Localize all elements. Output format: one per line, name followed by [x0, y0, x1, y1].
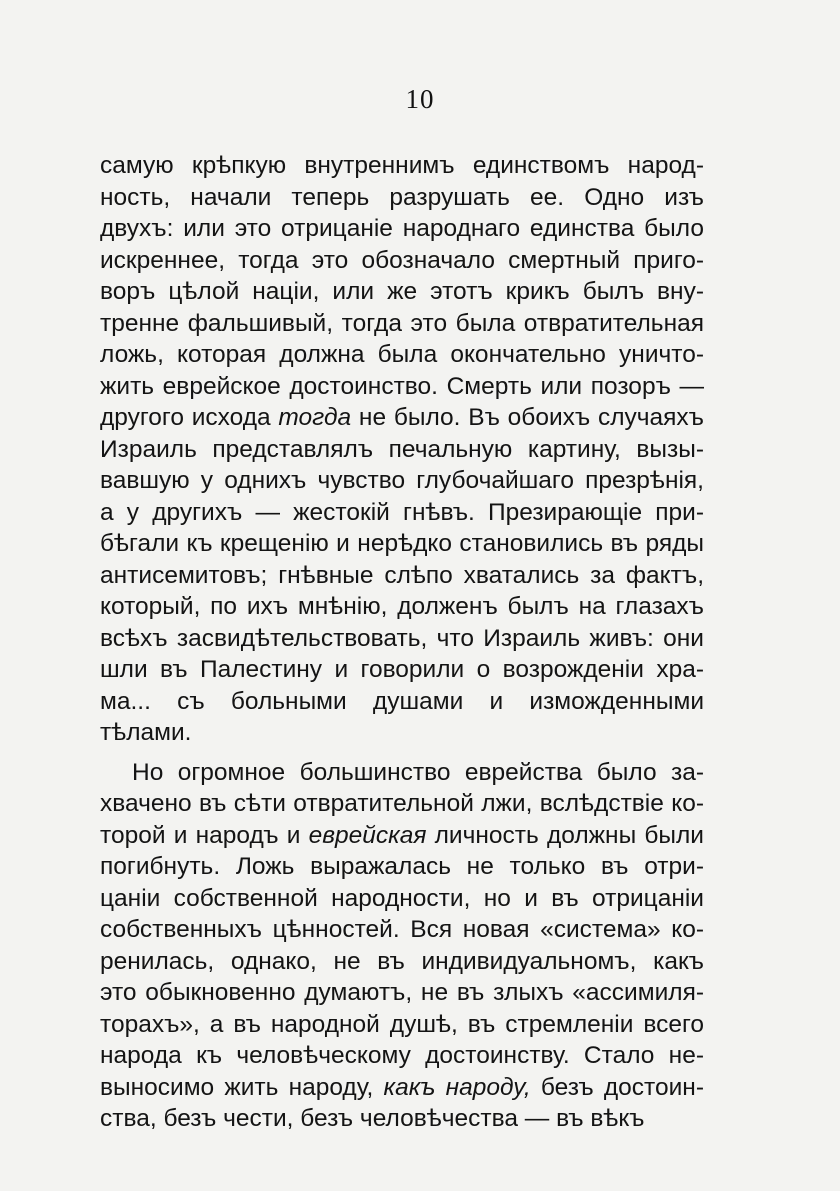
- text-run: вавшую у однихъ чувство глубочайшаго презрѣнія,: [100, 467, 704, 494]
- text-run: искреннее, тогда это обозначало смертный приго-: [100, 246, 704, 274]
- text-line: [100, 977, 704, 1009]
- text-run: а у другихъ — жестокій гнѣвъ. Презирающіе при-: [100, 498, 704, 526]
- text-line: [100, 182, 704, 214]
- paragraph-gap: [100, 749, 704, 757]
- text-run: торахъ», а въ народной душѣ, въ стремленіи всего: [100, 1010, 704, 1038]
- text-run: антисемитовъ; гнѣвные слѣпо хватались за фактъ,: [100, 561, 704, 589]
- text-line: [100, 213, 704, 245]
- text-line: [100, 946, 704, 978]
- text-run: жить еврейское достоинство. Смерть или позоръ —: [100, 372, 704, 400]
- text-line: [100, 1103, 704, 1135]
- text-line: [100, 591, 704, 623]
- text-line: [100, 717, 704, 749]
- text-line: [100, 276, 704, 308]
- text-line: [100, 757, 704, 789]
- text-line: [100, 339, 704, 371]
- text-line: [100, 402, 704, 434]
- text-run: двухъ: или это отрицаніе народнаго единства было: [100, 215, 704, 242]
- text-run: ства, безъ чести, безъ человѣчества — въ вѣкъ: [100, 1105, 645, 1132]
- text-line: [100, 371, 704, 403]
- text-line: [100, 1009, 704, 1041]
- text-line: [100, 560, 704, 592]
- text-run: Но огромное большинство еврейства было за-: [132, 758, 704, 786]
- body-text: [100, 150, 704, 1135]
- italic-text-run: тогда: [278, 404, 352, 431]
- text-run: другого исхода: [100, 404, 279, 431]
- text-run: собственныхъ цѣнностей. Вся новая «система» ко-: [100, 916, 704, 943]
- text-line: [100, 245, 704, 277]
- text-line: [100, 528, 704, 560]
- text-run: хвачено въ сѣти отвратительной лжи, вслѣдствіе ко-: [100, 790, 704, 817]
- text-line: [100, 820, 704, 852]
- text-run: всѣхъ засвидѣтельствовать, что Израиль живъ: они: [100, 624, 704, 652]
- text-run: шли въ Палестину и говорили о возрожденіи хра-: [100, 656, 704, 683]
- text-run: цаніи собственной народности, но и въ отрицаніи: [100, 884, 704, 912]
- page-number: 10: [405, 84, 435, 114]
- text-line: [100, 883, 704, 915]
- text-line: [100, 914, 704, 946]
- text-run: торой и народъ и: [100, 821, 309, 849]
- text-run: воръ цѣлой націи, или же этотъ крикъ былъ вну-: [100, 278, 704, 305]
- text-line: [100, 623, 704, 655]
- text-run: ренилась, однако, не въ индивидуальномъ, какъ: [100, 947, 704, 975]
- text-run: тренне фальшивый, тогда это была отвратительная: [100, 309, 704, 337]
- text-line: [100, 1040, 704, 1072]
- text-run: погибнуть. Ложь выражалась не только въ отри-: [100, 853, 704, 880]
- text-run: народа къ человѣческому достоинству. Стало не-: [100, 1042, 704, 1069]
- text-line: [100, 654, 704, 686]
- text-run: ность, начали теперь разрушать ее. Одно изъ: [100, 183, 704, 211]
- text-run: который, по ихъ мнѣнію, долженъ былъ на глазахъ: [100, 593, 704, 620]
- text-line: [100, 150, 704, 182]
- text-run: это обыкновенно думаютъ, не въ злыхъ «ассимиля-: [100, 979, 704, 1006]
- italic-text-run: еврейская: [308, 821, 427, 849]
- text-run: личность должны были: [426, 821, 704, 849]
- text-line: [100, 686, 704, 718]
- text-line: [100, 788, 704, 820]
- text-run: ложь, которая должна была окончательно уничто-: [100, 341, 704, 368]
- text-run: тѣлами.: [100, 719, 192, 746]
- text-run: не было. Въ обоихъ случаяхъ: [351, 404, 704, 431]
- text-line: [100, 465, 704, 497]
- text-line: [100, 851, 704, 883]
- text-run: выносимо жить народу,: [100, 1073, 384, 1101]
- text-line: [100, 497, 704, 529]
- text-run: ма... съ больными душами и изможденными: [100, 687, 704, 715]
- text-line: [100, 308, 704, 340]
- text-run: безъ достоин-: [530, 1073, 704, 1101]
- text-run: Израиль представлялъ печальную картину, вызы-: [100, 435, 704, 463]
- text-line: [100, 1072, 704, 1104]
- text-run: самую крѣпкую внутреннимъ единствомъ народ-: [100, 152, 704, 179]
- text-run: бѣгали къ крещенію и нерѣдко становились въ ряды: [100, 530, 704, 557]
- text-line: [100, 434, 704, 466]
- italic-text-run: какъ народу,: [383, 1073, 531, 1101]
